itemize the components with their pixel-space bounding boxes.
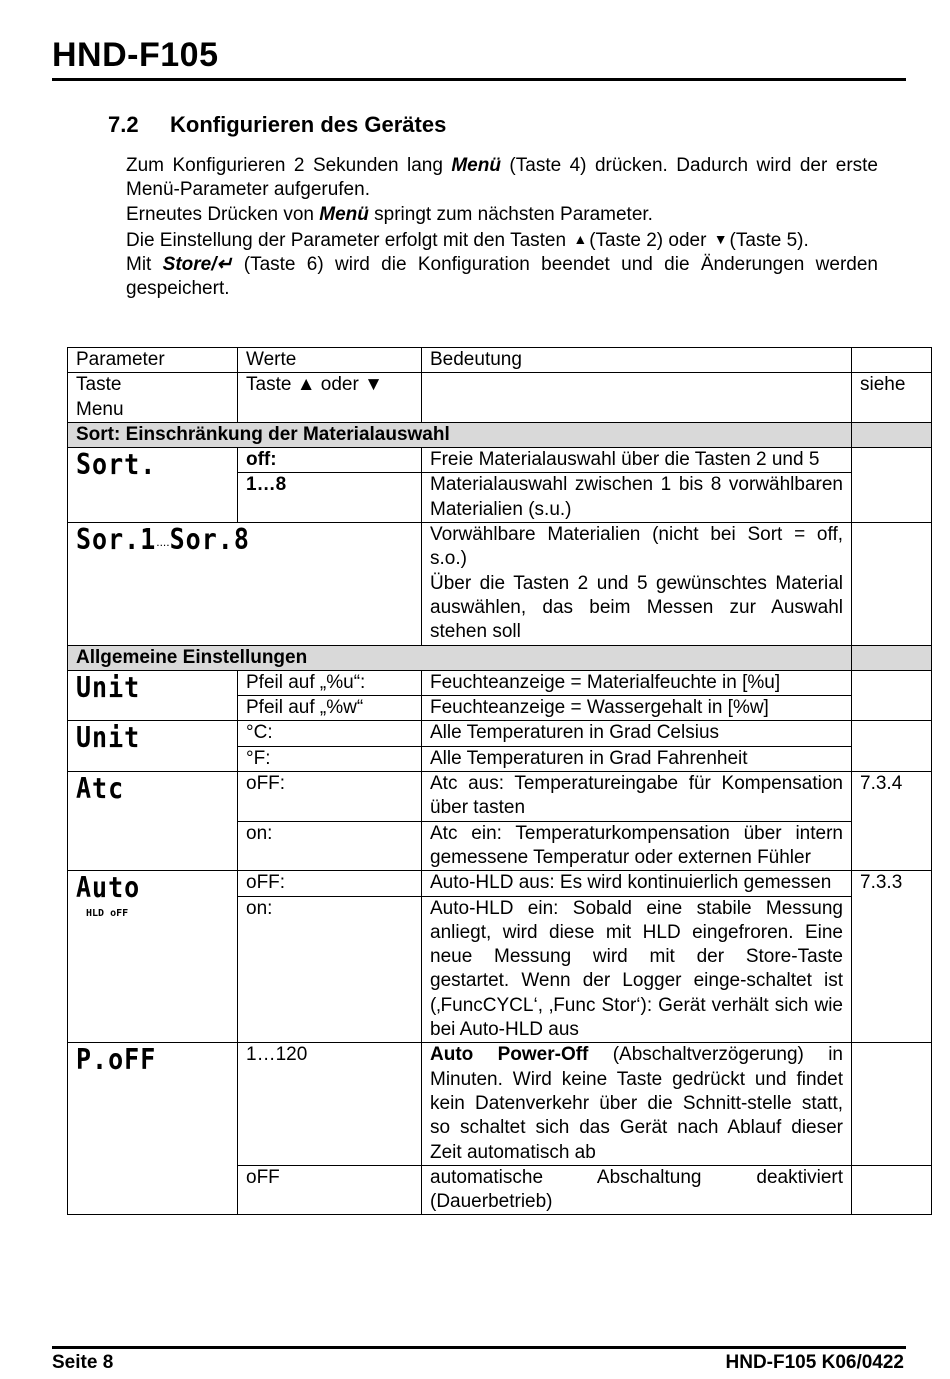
meaning-cell: Auto-HLD aus: Es wird kontinuierlich gemessen [422, 871, 852, 896]
meaning-cell: Feuchteanzeige = Wassergehalt in [%w] [422, 696, 852, 721]
value-cell: on: [238, 896, 422, 1043]
header-cell [422, 373, 852, 423]
ref-cell [852, 448, 932, 523]
meaning-cell: Alle Temperaturen in Grad Fahrenheit [422, 746, 852, 771]
meaning-cell: Alle Temperaturen in Grad Celsius [422, 721, 852, 746]
table-row [68, 1043, 932, 1165]
table-header-row [68, 348, 932, 373]
meaning-cell: Materialauswahl zwischen 1 bis 8 vorwählbaren Materialien (s.u.) [422, 473, 852, 523]
column-header-empty [852, 348, 932, 373]
table-header-row-2 [68, 373, 932, 423]
parameter-table [67, 347, 932, 1215]
value-cell: on: [238, 821, 422, 871]
lcd-hld-off: HLD oFF [86, 907, 129, 919]
footer-rule [52, 1346, 906, 1349]
lcd-symbol [68, 871, 238, 1043]
arrow-down-icon: ▼ [713, 230, 728, 247]
lcd-poff: P.oFF [76, 1043, 157, 1077]
arrow-up-icon: ▲ [573, 230, 588, 247]
text: Mit [126, 254, 163, 276]
page-number: Seite 8 [52, 1352, 114, 1373]
group-row [68, 645, 932, 670]
intro-paragraph [126, 227, 878, 253]
document-code: HND-F105 K06/0422 [725, 1352, 904, 1373]
intro-paragraph [126, 253, 878, 302]
table-row [68, 721, 932, 746]
value-cell: off: [238, 448, 422, 473]
group-cell [852, 422, 932, 447]
lcd-symbol [68, 1043, 238, 1215]
section-heading [108, 112, 446, 138]
ref-cell: 7.3.3 [852, 871, 932, 1043]
ref-cell [852, 670, 932, 721]
text: Taste [76, 374, 122, 396]
bold-term: Auto Power-Off [430, 1044, 589, 1066]
text: Erneutes Drücken von [126, 203, 320, 225]
lcd-symbol [68, 523, 422, 645]
value-cell: °F: [238, 746, 422, 771]
section-number: 7.2 [108, 112, 139, 137]
column-header-parameter: Parameter [68, 348, 238, 373]
header-rule [52, 78, 906, 81]
section-title: Konfigurieren des Gerätes [170, 112, 447, 137]
meaning-cell [422, 523, 852, 645]
store-key: Store/↵ [162, 254, 233, 276]
intro-paragraph [126, 203, 878, 227]
table-row [68, 772, 932, 822]
text: (Taste 2) oder [589, 229, 712, 251]
header-cell: Taste ▲ oder ▼ [238, 373, 422, 423]
value-cell: oFF: [238, 772, 422, 822]
lcd-unit-temp: Unit [76, 721, 141, 755]
lcd-sor1: Sor.1 [76, 522, 157, 557]
text: Vorwählbare Materialien (nicht bei Sort = off, s.o.) [430, 524, 843, 570]
lcd-atc: Atc [76, 771, 125, 806]
dots: .... [156, 535, 170, 550]
value-cell: 1…8 [238, 473, 422, 523]
text: (Taste 4) drücken. Dadurch wird der erste Menü-Parameter aufgerufen. [126, 155, 879, 201]
group-cell [852, 645, 932, 670]
text: Die Einstellung der Parameter erfolgt mit den Tasten [126, 229, 572, 251]
text: (Taste 5). [729, 229, 809, 251]
lcd-sort: Sort. [76, 447, 157, 482]
meaning-cell: Atc ein: Temperaturkompensation über intern gemessene Temperatur oder externen Fühler [422, 821, 852, 871]
table-row [68, 670, 932, 695]
menu-key: Menü [451, 155, 501, 176]
header-cell-siehe: siehe [852, 373, 932, 423]
ref-cell [852, 1043, 932, 1165]
ref-cell [852, 721, 932, 772]
column-header-bedeutung: Bedeutung [422, 348, 852, 373]
text: Menu [76, 398, 124, 420]
lcd-symbol [68, 448, 238, 523]
lcd-sor8: Sor.8 [169, 522, 250, 557]
group-row [68, 422, 932, 447]
ref-cell: 7.3.4 [852, 772, 932, 871]
value-cell: oFF: [238, 871, 422, 896]
menu-key: Menü [319, 203, 369, 225]
text: (Abschaltverzögerung) in Minuten. Wird keine Taste gedrückt und findet kein Datenverkehr über die Schnitt-stelle statt, so schaltet sich das Gerät nach Ablauf dieser Zeit automatisch ab [430, 1044, 844, 1163]
ref-cell [852, 523, 932, 645]
intro-paragraph [126, 154, 878, 203]
meaning-cell [422, 1043, 852, 1165]
intro-text [126, 154, 878, 302]
meaning-cell: Feuchteanzeige = Materialfeuchte in [%u] [422, 670, 852, 695]
lcd-symbol [68, 772, 238, 871]
value-cell: °C: [238, 721, 422, 746]
value-cell: Pfeil auf „%w“ [238, 696, 422, 721]
lcd-auto: Auto [76, 870, 141, 905]
ref-cell [852, 1165, 932, 1215]
meaning-cell: Freie Materialauswahl über die Tasten 2 und 5 [422, 448, 852, 473]
group-title: Sort: Einschränkung der Materialauswahl [68, 422, 852, 447]
value-cell: oFF [238, 1165, 422, 1215]
text: springt zum nächsten Parameter. [368, 203, 653, 225]
table-row [68, 448, 932, 473]
meaning-cell: Atc aus: Temperatureingabe für Kompensation über tasten [422, 772, 852, 822]
table-row [68, 523, 932, 645]
meaning-cell: automatische Abschaltung deaktiviert (Dauerbetrieb) [422, 1165, 852, 1215]
value-cell: 1…120 [238, 1043, 422, 1165]
header-cell [68, 373, 238, 423]
table-row [68, 871, 932, 896]
group-title: Allgemeine Einstellungen [68, 645, 852, 670]
meaning-cell: Auto-HLD ein: Sobald eine stabile Messung anliegt, wird diese mit HLD eingefroren. Eine neue Messung wird mit der Store-Taste gestartet. Wenn der Logger einge-schaltet ist (‚FuncCYCL‘, ‚Func Stor‘): Gerät verhält sich wie bei Auto-HLD aus [422, 896, 852, 1043]
text: (Taste 6) wird die Konfiguration beendet und die Änderungen werden gespeichert. [126, 254, 879, 300]
value-cell: Pfeil auf „%u“: [238, 670, 422, 695]
column-header-werte: Werte [238, 348, 422, 373]
text: Über die Tasten 2 und 5 gewünschtes Material auswählen, das beim Messen zur Auswahl stehen soll [430, 572, 843, 643]
lcd-symbol [68, 721, 238, 772]
document-title: HND-F105 [52, 36, 219, 74]
lcd-unit: Unit [76, 670, 141, 704]
lcd-symbol [68, 670, 238, 721]
text: Zum Konfigurieren 2 Sekunden lang [126, 155, 452, 176]
